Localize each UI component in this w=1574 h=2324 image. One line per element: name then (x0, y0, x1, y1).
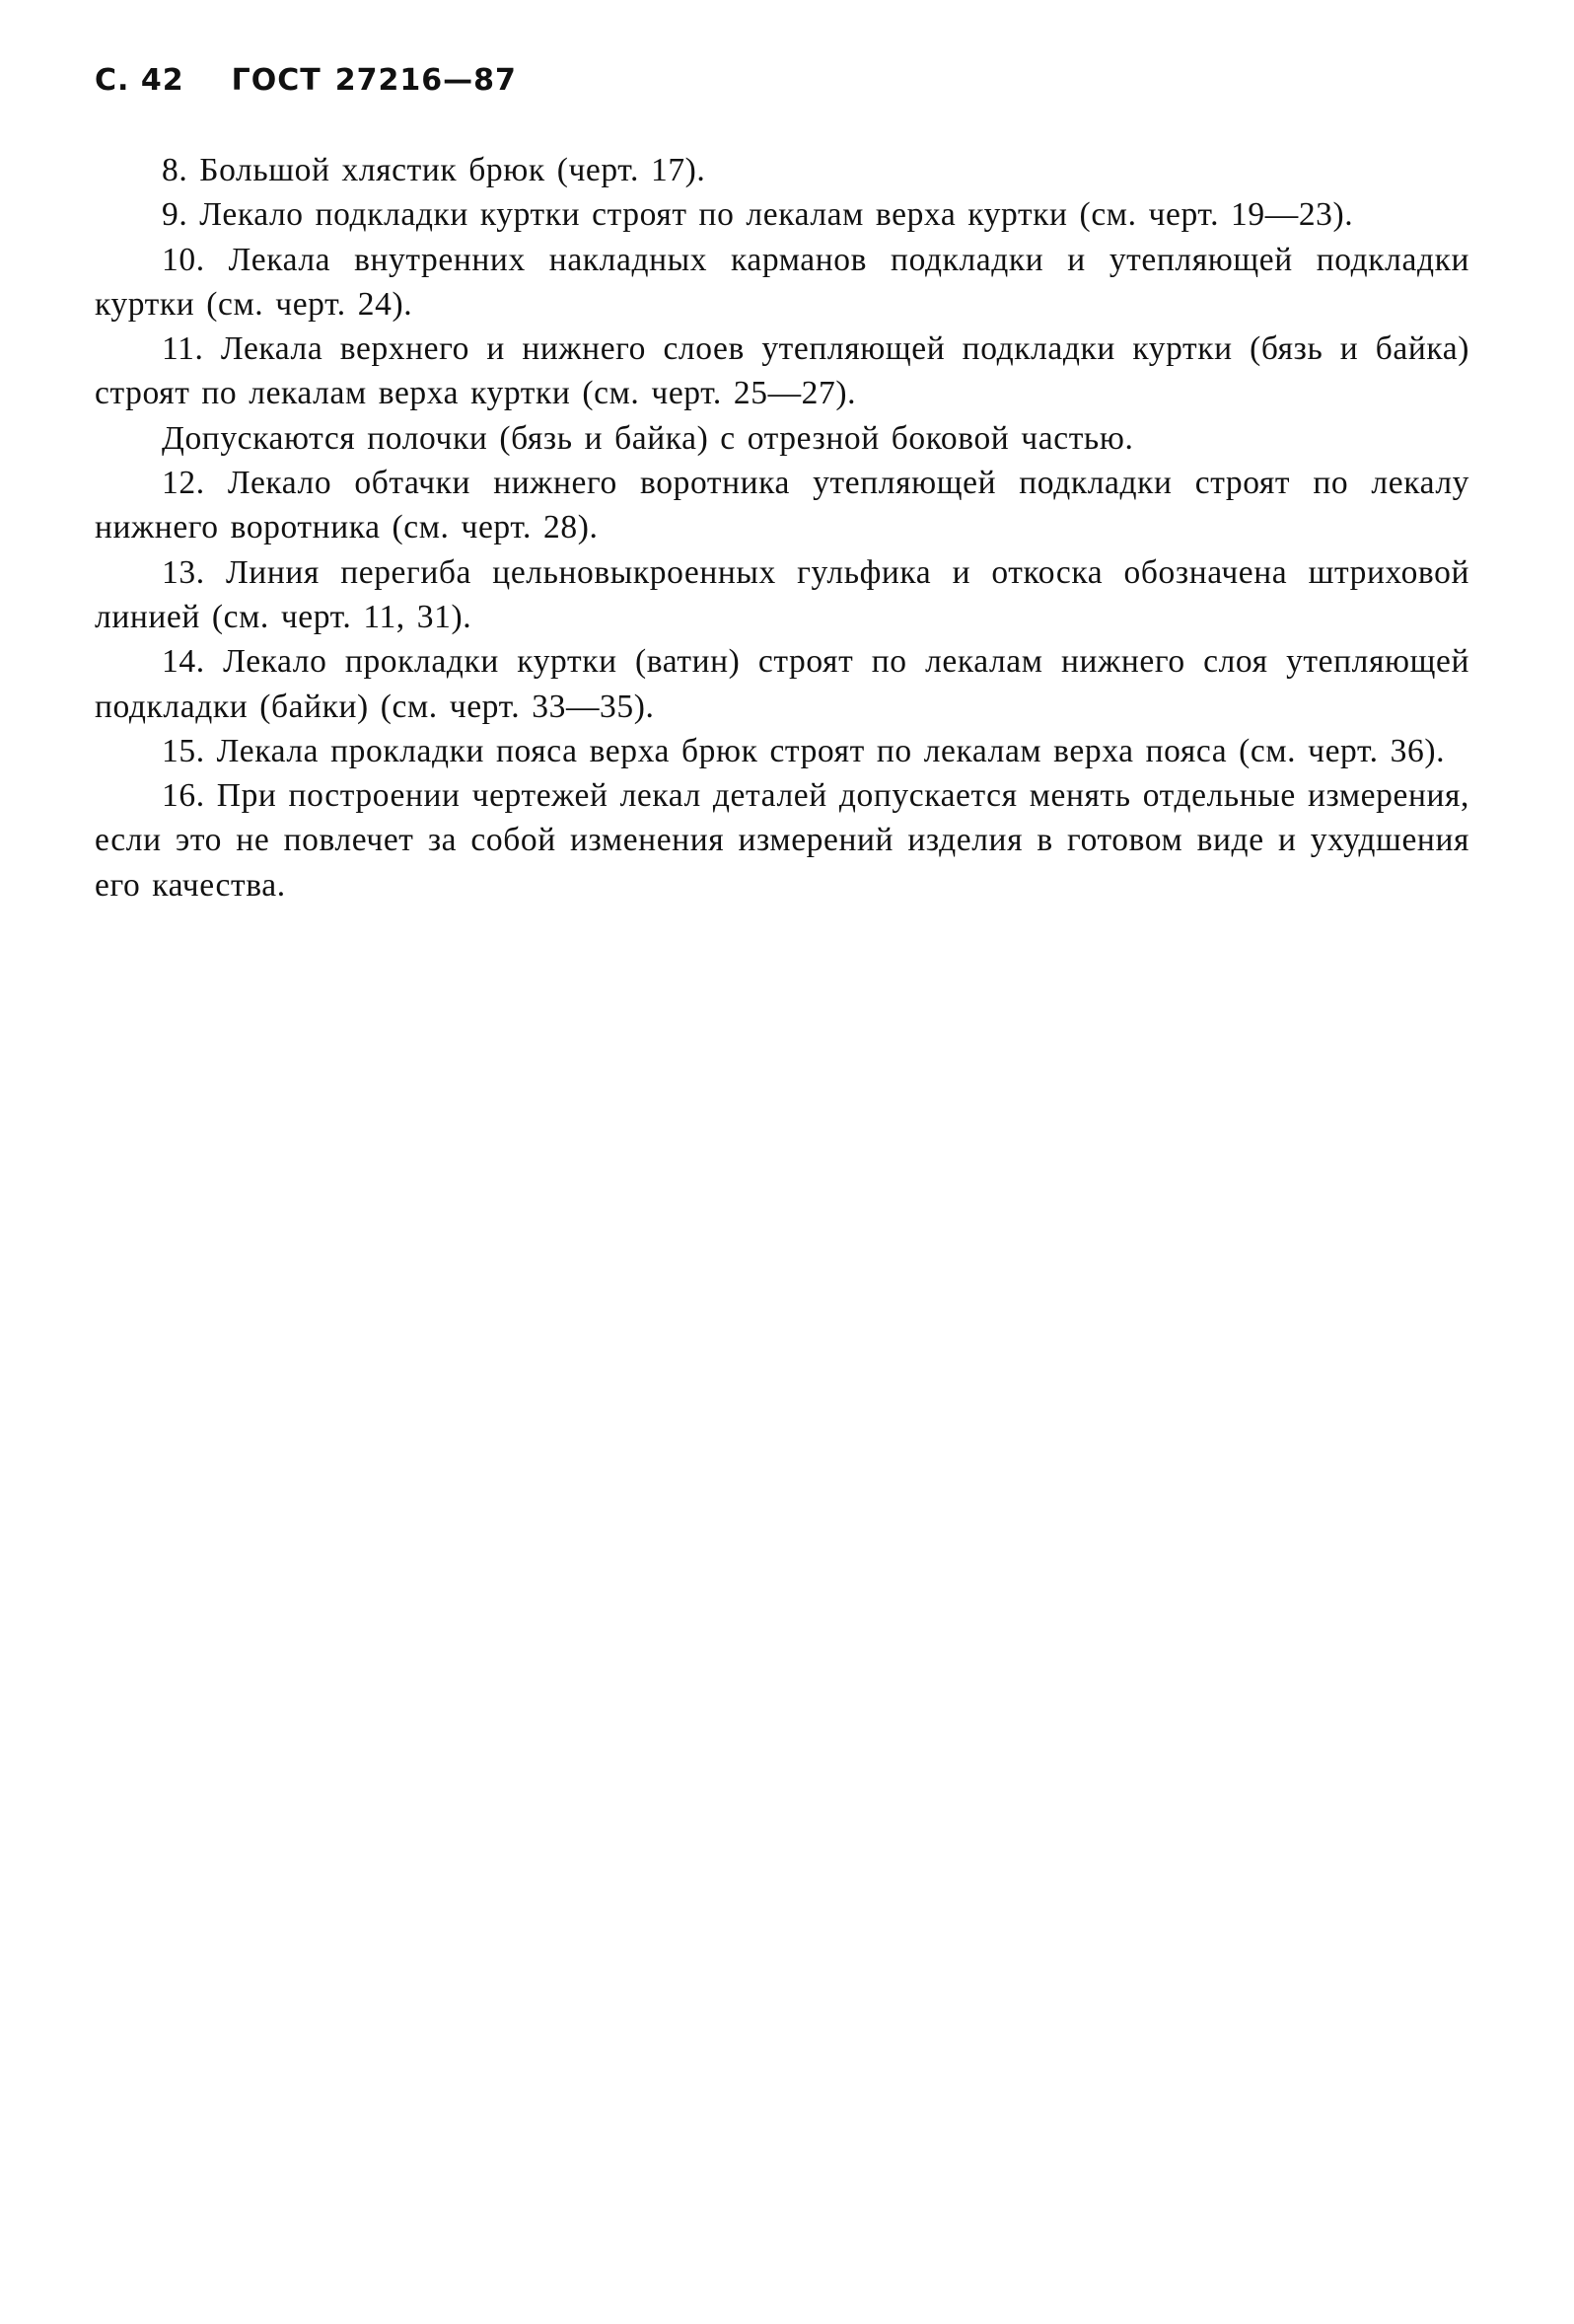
paragraph-item-16: 16. При построении чертежей лекал деталей допускается менять отдельные измерения, если это не повлечет за собой изменения измерений изделия в готовом виде и ухудшения его качества. (95, 777, 1469, 904)
document-body (95, 148, 1469, 908)
paragraph-item-10: 10. Лекала внутренних накладных карманов подкладки и утепляющей подкладки куртки (см. черт. 24). (95, 241, 1469, 323)
paragraph-item-11: 11. Лекала верхнего и нижнего слоев утепляющей подкладки куртки (бязь и байка) строят по лекалам верха куртки (см. черт. 25—27). (95, 330, 1469, 412)
paragraph-note: Допускаются полочки (бязь и байка) с отрезной боковой частью. (162, 419, 1134, 457)
page-number: С. 42 (95, 63, 184, 98)
page-header (95, 63, 517, 110)
paragraph-item-8: 8. Большой хлястик брюк (черт. 17). (162, 152, 706, 188)
paragraph-item-13: 13. Линия перегиба цельновыкроенных гульфика и откоска обозначена штриховой линией (см. черт. 11, 31). (95, 553, 1469, 635)
paragraph-item-15: 15. Лекала прокладки пояса верха брюк строят по лекалам верха пояса (см. черт. 36). (162, 732, 1446, 769)
paragraph-item-12: 12. Лекало обтачки нижнего воротника утепляющей подкладки строят по лекалу нижнего воротника (см. черт. 28). (95, 465, 1469, 546)
paragraph-item-9: 9. Лекало подкладки куртки строят по лекалам верха куртки (см. черт. 19—23). (162, 196, 1354, 234)
standard-number: 27216—87 (334, 63, 517, 98)
paragraph-item-14: 14. Лекало прокладки куртки (ватин) строят по лекалам нижнего слоя утепляющей подкладки (байки) (см. черт. 33—35). (95, 643, 1469, 725)
standard-label: ГОСТ (231, 63, 322, 98)
